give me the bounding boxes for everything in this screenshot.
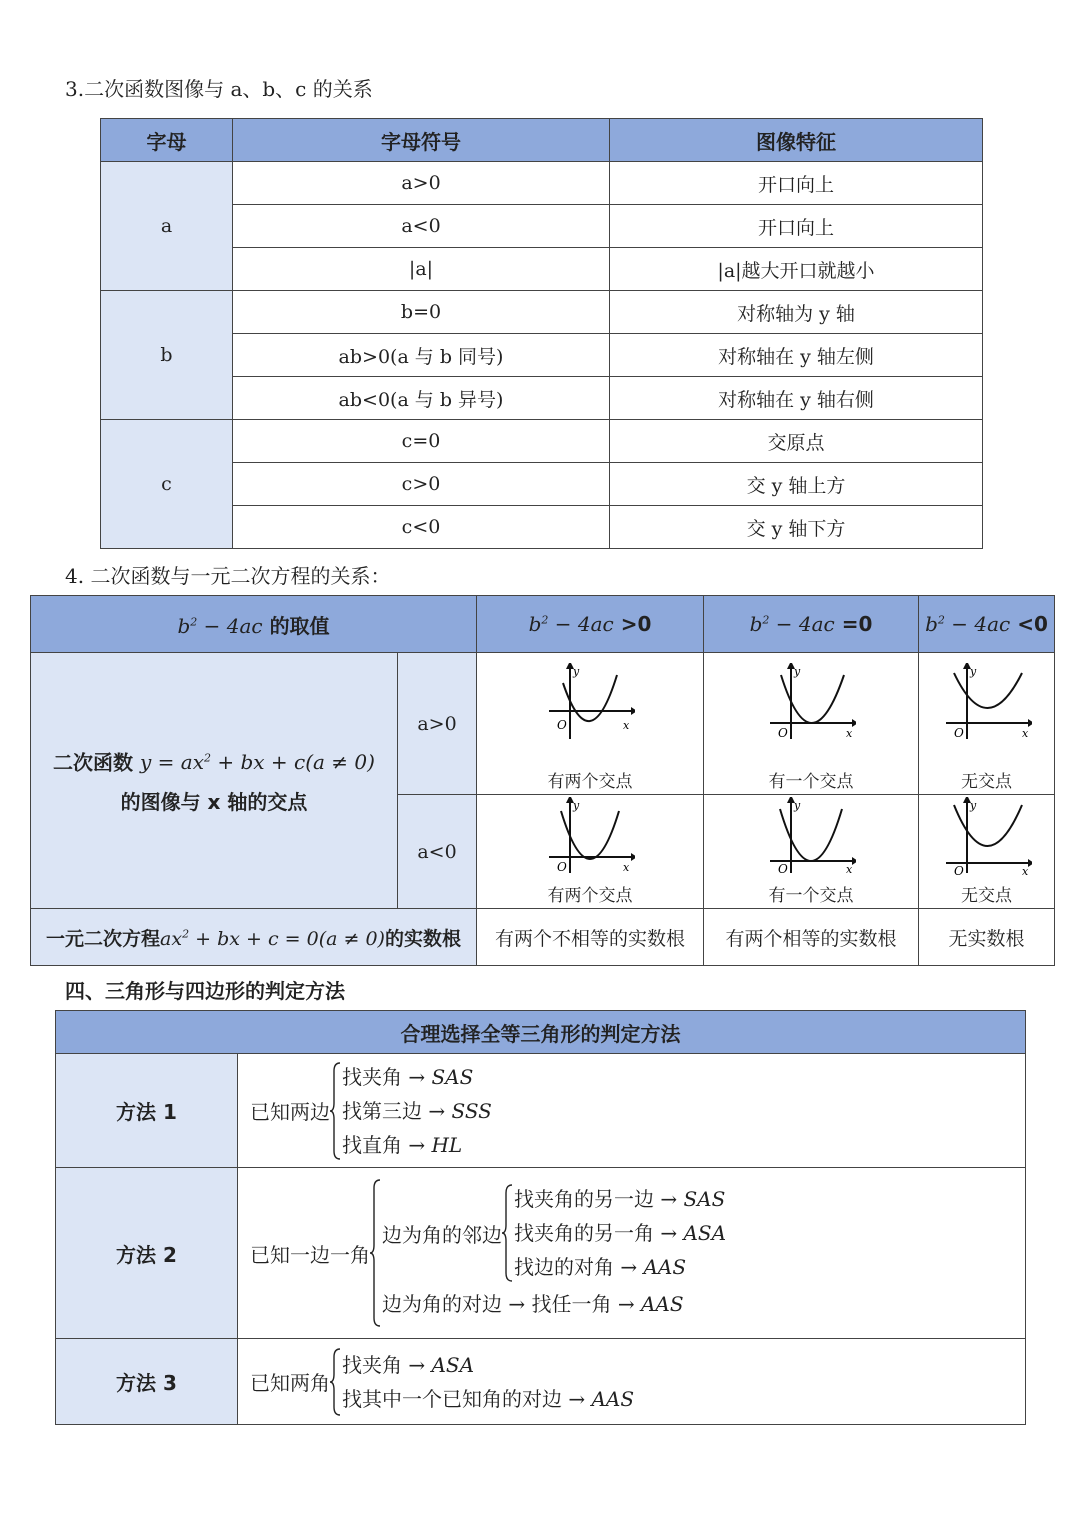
svg-text:y: y: [573, 799, 580, 812]
graph-one-root-up: [704, 653, 919, 795]
method-1-item: 找第三边 → SSS: [342, 1098, 492, 1123]
feature-cell: 对称轴在 y 轴右侧: [610, 377, 983, 420]
method-1-item: 找直角 → HL: [342, 1132, 463, 1157]
feature-cell: 开口向上: [610, 162, 983, 205]
col-header-symbol: 字母符号: [233, 119, 610, 162]
symbol-cell: b=0: [233, 291, 610, 334]
svg-text:y: y: [969, 799, 976, 812]
svg-text:O: O: [778, 726, 788, 740]
disc-header-value: $b^2 - 4ac$ 的取值: [31, 596, 477, 653]
symbol-cell: |a|: [233, 248, 610, 291]
parabola-up-no-root: [942, 663, 1032, 743]
svg-text:x: x: [846, 863, 853, 876]
method-3-item: 找夹角 → ASA: [342, 1352, 475, 1377]
feature-cell: 对称轴在 y 轴左侧: [610, 334, 983, 377]
svg-text:x: x: [1021, 727, 1028, 740]
disc-header-positive: $b^2 - 4ac >0$: [477, 596, 704, 653]
method-2-item: 找夹角的另一边 → SAS: [514, 1187, 726, 1211]
feature-cell: 开口向上: [610, 205, 983, 248]
symbol-cell: ab>0(a 与 b 同号): [233, 334, 610, 377]
method-2-item: 找边的对角 → AAS: [514, 1255, 687, 1279]
symbol-cell: a>0: [233, 162, 610, 205]
letter-a: a: [101, 162, 233, 291]
parabola-down-one-root: [766, 797, 856, 877]
col-header-letter: 字母: [101, 119, 233, 162]
feature-cell: 交原点: [610, 420, 983, 463]
svg-text:O: O: [557, 718, 567, 732]
method-2-item: 找夹角的另一角 → ASA: [514, 1221, 727, 1245]
abc-table: [100, 118, 983, 549]
caption: 无交点: [961, 886, 1013, 906]
section-5-title: 四、三角形与四边形的判定方法: [65, 979, 345, 1003]
method-3-lead: 已知两角: [250, 1371, 330, 1395]
method-1-item: 找夹角 → SAS: [342, 1064, 474, 1089]
graph-one-root-down: [704, 795, 919, 909]
brace-icon: [330, 1061, 342, 1161]
svg-text:y: y: [794, 665, 801, 678]
svg-text:y: y: [969, 665, 976, 678]
svg-text:y: y: [794, 799, 801, 812]
method-2-last: 边为角的对边 → 找任一角 → AAS: [382, 1292, 684, 1316]
svg-text:x: x: [846, 727, 853, 740]
method-3-item: 找其中一个已知角的对边 → AAS: [342, 1386, 635, 1411]
svg-text:O: O: [953, 726, 964, 740]
method-2-sub: 边为角的邻边: [382, 1222, 502, 1247]
method-2-lead: 已知一边一角: [250, 1242, 370, 1267]
brace-icon: [502, 1183, 514, 1283]
feature-cell: 交 y 轴下方: [610, 506, 983, 549]
letter-b: b: [101, 291, 233, 420]
svg-text:x: x: [1021, 865, 1028, 877]
intersection-label: 二次函数 $y = ax^2$ + bx + c(a ≠ 0) 的图像与 x 轴的交点: [31, 653, 398, 909]
section-4-title: 4. 二次函数与一元二次方程的关系：: [65, 564, 391, 588]
symbol-cell: a<0: [233, 205, 610, 248]
method-2-content: [238, 1168, 1026, 1339]
feature-cell: 交 y 轴上方: [610, 463, 983, 506]
a-positive-label: a>0: [398, 653, 477, 795]
graph-two-roots-down: [477, 795, 704, 909]
letter-c: c: [101, 420, 233, 549]
caption: 有两个交点: [547, 886, 633, 906]
a-negative-label: a<0: [398, 795, 477, 909]
method-3-content: [238, 1339, 1026, 1425]
method-2-label: 方法 2: [56, 1168, 238, 1339]
method-3-label: 方法 3: [56, 1339, 238, 1425]
feature-cell: |a|越大开口就越小: [610, 248, 983, 291]
parabola-up-one-root: [766, 663, 856, 743]
brace-icon: [330, 1347, 342, 1417]
parabola-up-two-roots: [545, 663, 635, 743]
col-header-feature: 图像特征: [610, 119, 983, 162]
parabola-down-two-roots: [545, 797, 635, 877]
caption: 有一个交点: [768, 772, 854, 792]
svg-text:y: y: [573, 665, 580, 678]
svg-text:x: x: [623, 719, 630, 732]
svg-text:O: O: [778, 862, 788, 876]
graph-no-root-down: [919, 795, 1055, 909]
caption: 无交点: [961, 772, 1013, 792]
congruence-table: [55, 1010, 1026, 1425]
congruence-table-title: 合理选择全等三角形的判定方法: [56, 1011, 1026, 1054]
section-3-title: 3.二次函数图像与 a、b、c 的关系: [65, 77, 373, 101]
roots-two-distinct: 有两个不相等的实数根: [477, 909, 704, 966]
equation-root-label: 一元二次方程$ax^2$ + bx + c = 0(a ≠ 0)的实数根: [31, 909, 477, 966]
symbol-cell: c=0: [233, 420, 610, 463]
parabola-down-no-root: [942, 797, 1032, 877]
caption: 有两个交点: [547, 772, 633, 792]
svg-text:x: x: [623, 861, 630, 874]
caption: 有一个交点: [768, 886, 854, 906]
feature-cell: 对称轴为 y 轴: [610, 291, 983, 334]
symbol-cell: c>0: [233, 463, 610, 506]
brace-icon: [370, 1178, 382, 1328]
svg-text:O: O: [557, 860, 567, 874]
graph-no-root-up: [919, 653, 1055, 795]
roots-two-equal: 有两个相等的实数根: [704, 909, 919, 966]
svg-text:O: O: [953, 864, 964, 877]
discriminant-table: [30, 595, 1055, 966]
method-1-lead: 已知两边: [250, 1100, 330, 1124]
method-1-content: [238, 1054, 1026, 1168]
symbol-cell: c<0: [233, 506, 610, 549]
graph-two-roots-up: [477, 653, 704, 795]
method-1-label: 方法 1: [56, 1054, 238, 1168]
disc-header-negative: $b^2 - 4ac <0$: [919, 596, 1055, 653]
symbol-cell: ab<0(a 与 b 异号): [233, 377, 610, 420]
roots-none: 无实数根: [919, 909, 1055, 966]
disc-header-zero: $b^2 - 4ac =0$: [704, 596, 919, 653]
